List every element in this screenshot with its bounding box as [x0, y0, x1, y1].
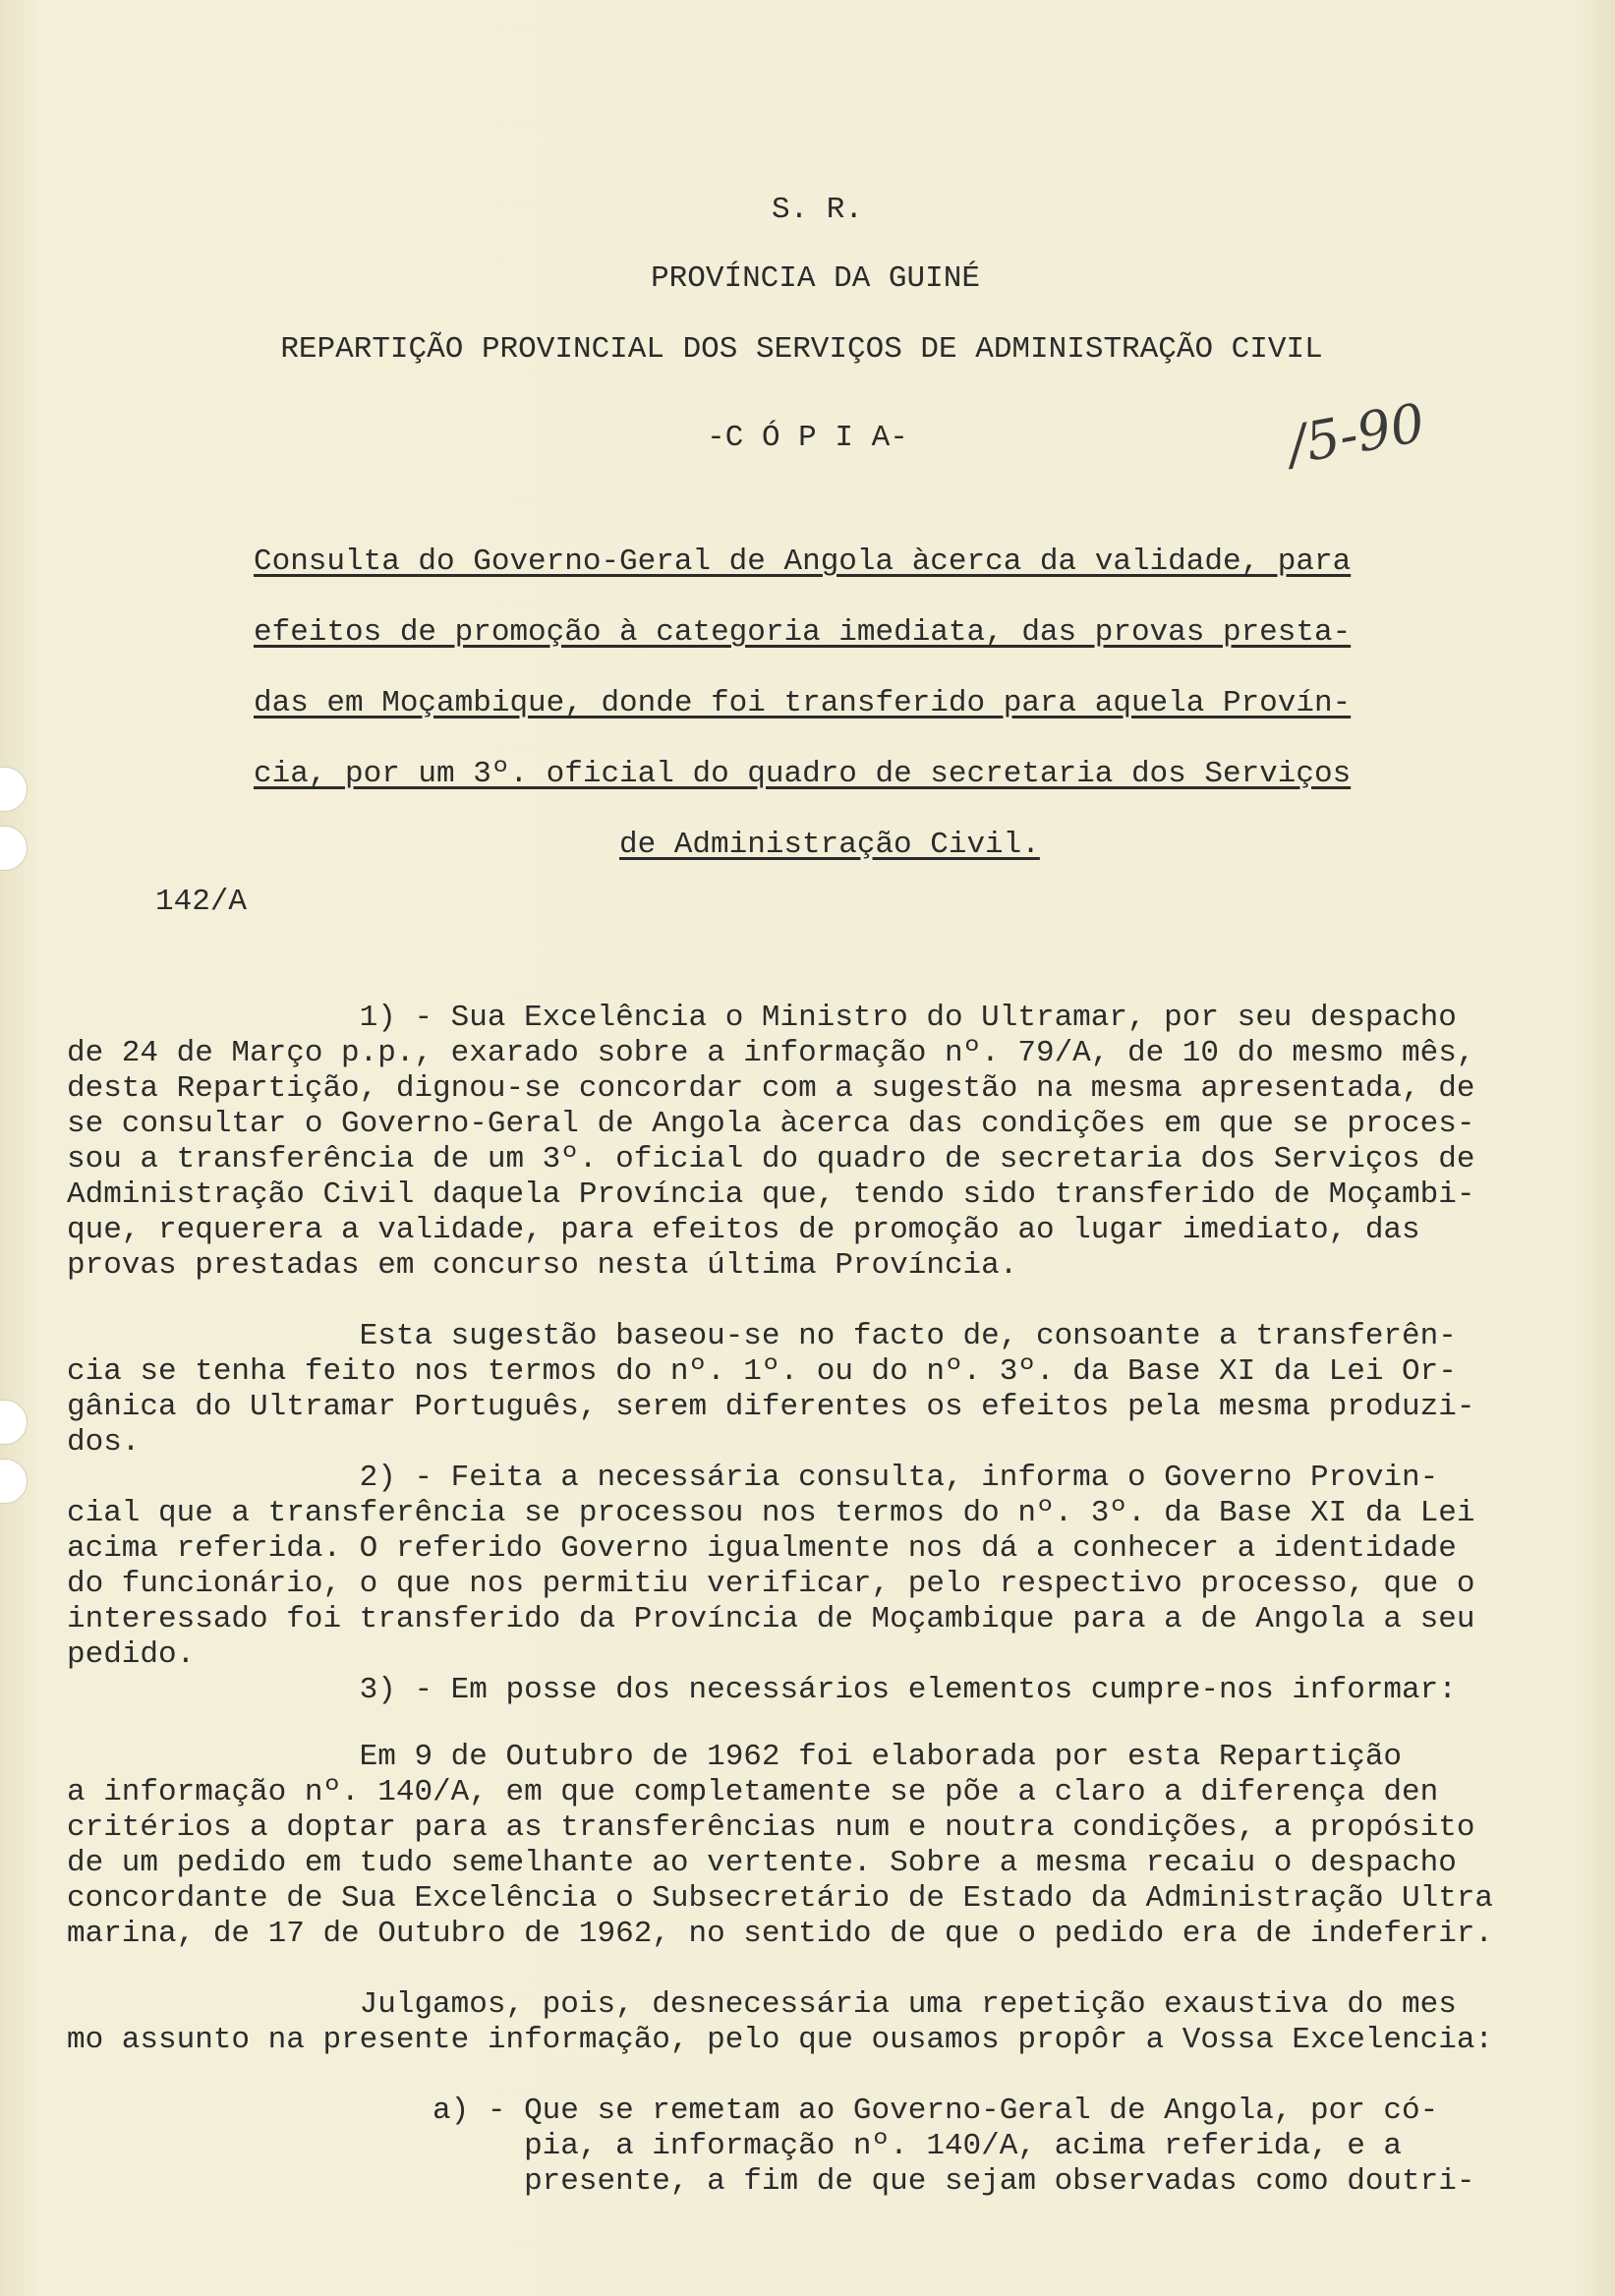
body-line: que, requerera a validade, para efeitos de promoção ao lugar imediato, das	[67, 1213, 1420, 1247]
body-line: 2) - Feita a necessária consulta, informa o Governo Provin-	[67, 1461, 1439, 1495]
title-line: das em Moçambique, donde foi transferido para aquela Provín-	[254, 686, 1352, 720]
body-line: 1) - Sua Excelência o Ministro do Ultramar, por seu despacho	[67, 1001, 1457, 1035]
reference-number: 142/A	[155, 885, 248, 919]
body-line: marina, de 17 de Outubro de 1962, no sentido de que o pedido era de indeferir.	[67, 1917, 1494, 1951]
title-line: cia, por um 3º. oficial do quadro de secretaria dos Serviços	[254, 757, 1352, 791]
header-department: REPARTIÇÃO PROVINCIAL DOS SERVIÇOS DE ADMINISTRAÇÃO CIVIL	[280, 332, 1323, 367]
body-line: do funcionário, o que nos permitiu verificar, pelo respectivo processo, que o	[67, 1567, 1475, 1601]
title-line: de Administração Civil.	[619, 828, 1040, 862]
body-line: critérios a doptar para as transferências num e noutra condições, a propósito	[67, 1810, 1475, 1845]
body-line: Administração Civil daquela Província que, tendo sido transferido de Moçambi-	[67, 1177, 1475, 1212]
body-line: de um pedido em tudo semelhante ao vertente. Sobre a mesma recaiu o despacho	[67, 1846, 1457, 1880]
body-line: gânica do Ultramar Português, serem diferentes os efeitos pela mesma produzi-	[67, 1390, 1475, 1424]
body-line: provas prestadas em concurso nesta última Província.	[67, 1248, 1018, 1283]
body-line: de 24 de Março p.p., exarado sobre a informação nº. 79/A, de 10 do mesmo mês,	[67, 1036, 1475, 1070]
punch-hole	[0, 1459, 28, 1504]
body-line: se consultar o Governo-Geral de Angola àcerca das condições em que se proces-	[67, 1107, 1475, 1141]
body-line: Esta sugestão baseou-se no facto de, consoante a transferên-	[67, 1319, 1457, 1353]
body-line: cia se tenha feito nos termos do nº. 1º. ou do nº. 3º. da Base XI da Lei Or-	[67, 1354, 1457, 1389]
body-line: sou a transferência de um 3º. oficial do quadro de secretaria dos Serviços de	[67, 1142, 1475, 1177]
body-line: Em 9 de Outubro de 1962 foi elaborada por esta Repartição	[67, 1740, 1403, 1774]
body-line: acima referida. O referido Governo igualmente nos dá a conhecer a identidade	[67, 1531, 1457, 1566]
handwritten-mark: /5-90	[1283, 391, 1429, 477]
body-line: dos.	[67, 1425, 141, 1460]
header-copy-label: -C Ó P I A-	[707, 421, 908, 455]
header-sr: S. R.	[771, 193, 863, 227]
body-line: Julgamos, pois, desnecessária uma repetição exaustiva do mes	[67, 1987, 1457, 2022]
punch-hole	[0, 1400, 28, 1445]
body-line: presente, a fim de que sejam observadas como doutri-	[67, 2164, 1475, 2199]
header-province: PROVÍNCIA DA GUINÉ	[651, 261, 980, 296]
punch-hole	[0, 826, 28, 871]
body-line: desta Repartição, dignou-se concordar com a sugestão na mesma apresentada, de	[67, 1071, 1475, 1106]
body-line: 3) - Em posse dos necessários elementos cumpre-nos informar:	[67, 1673, 1457, 1707]
body-line: a informação nº. 140/A, em que completamente se põe a claro a diferença den	[67, 1775, 1439, 1809]
body-line: cial que a transferência se processou nos termos do nº. 3º. da Base XI da Lei	[67, 1496, 1475, 1530]
body-line: concordante de Sua Excelência o Subsecretário de Estado da Administração Ultra	[67, 1881, 1494, 1916]
body-line: pedido.	[67, 1637, 196, 1672]
punch-hole	[0, 767, 28, 812]
body-line: interessado foi transferido da Província de Moçambique para a de Angola a seu	[67, 1602, 1475, 1636]
title-line: Consulta do Governo-Geral de Angola àcerca da validade, para	[254, 545, 1352, 579]
body-line: a) - Que se remetam ao Governo-Geral de Angola, por có-	[67, 2094, 1439, 2128]
title-line: efeitos de promoção à categoria imediata, das provas presta-	[254, 615, 1352, 650]
body-line: pia, a informação nº. 140/A, acima referida, e a	[67, 2129, 1403, 2163]
body-line: mo assunto na presente informação, pelo que ousamos propôr a Vossa Excelencia:	[67, 2023, 1494, 2057]
